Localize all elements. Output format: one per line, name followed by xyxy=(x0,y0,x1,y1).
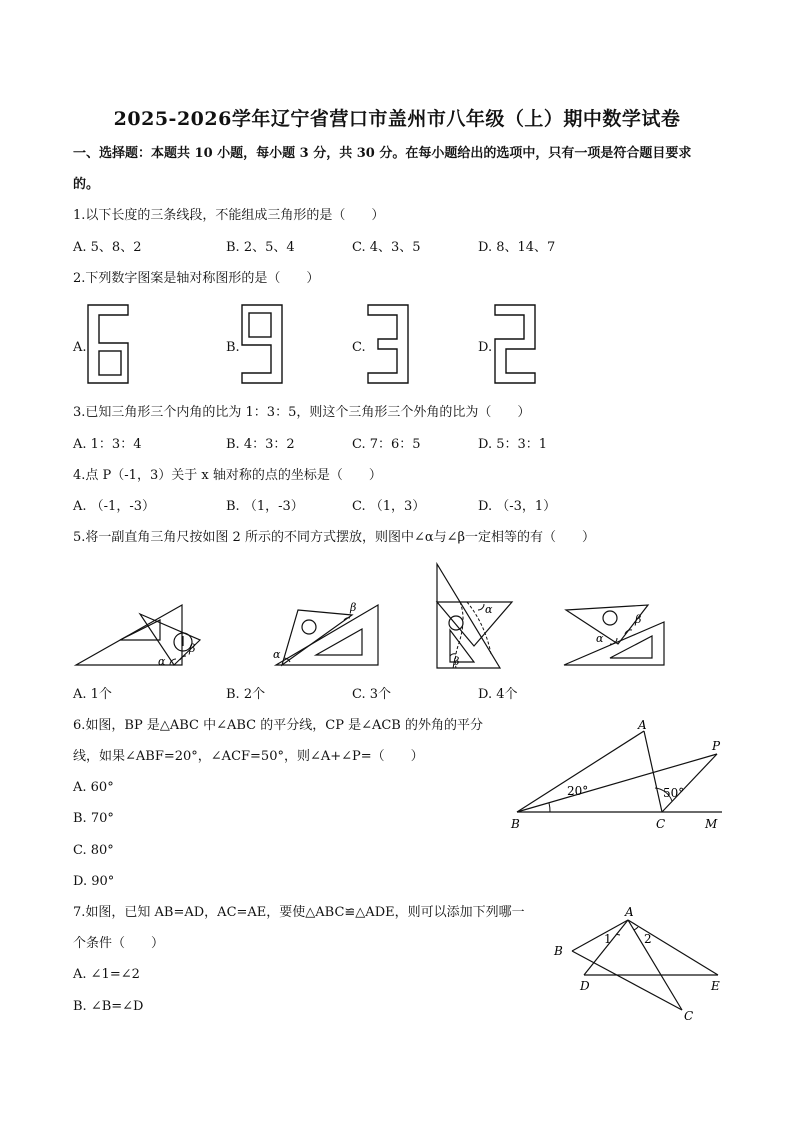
beta-label: β xyxy=(189,642,196,655)
point-b-label: B xyxy=(554,944,563,958)
beta-label: β xyxy=(453,655,460,668)
q5-option-c[interactable]: C. 3个 xyxy=(352,687,392,702)
q7-stem-line1: 7.如图，已知 AB=AD，AC=AE，要使△ABC≌△ADE，则可以添加下列哪一 xyxy=(73,905,525,920)
set-square-figure-4 xyxy=(560,598,690,670)
q4-option-d[interactable]: D. （-3，1） xyxy=(478,499,557,514)
angle-20-label: 20° xyxy=(567,784,589,798)
q3-option-d[interactable]: D. 5：3：1 xyxy=(478,437,548,452)
beta-label: β xyxy=(635,613,642,626)
digit-9-figure xyxy=(240,303,286,385)
q2-option-b[interactable]: B. xyxy=(226,340,240,355)
point-c-label: C xyxy=(684,1009,694,1023)
alpha-label: α xyxy=(485,603,493,616)
q5-option-a[interactable]: A. 1个 xyxy=(73,687,112,702)
q4-option-b[interactable]: B. （1，-3） xyxy=(226,499,304,514)
section-heading-line1: 一、选择题：本题共 10 小题，每小题 3 分，共 30 分。在每小题给出的选项中，只有一项是符合题目要求 xyxy=(73,146,692,161)
exam-title: 2025-2026学年辽宁省营口市盖州市八年级（上）期中数学试卷 xyxy=(113,108,681,130)
digit-2-figure xyxy=(493,303,539,385)
q2-stem: 2.下列数字图案是轴对称图形的是（ ） xyxy=(73,271,320,286)
set-square-figure-3 xyxy=(430,562,514,670)
q7-stem-line2: 个条件（ ） xyxy=(73,936,165,951)
angle-1-label: 1 xyxy=(604,932,612,946)
q1-option-c[interactable]: C. 4、3、5 xyxy=(352,240,421,255)
q6-stem-line1: 6.如图，BP 是△ABC 中∠ABC 的平分线，CP 是∠ACB 的外角的平分 xyxy=(73,718,483,733)
point-a-label: A xyxy=(638,718,647,732)
digit-6-figure xyxy=(86,303,132,385)
triangle-bisector-figure xyxy=(505,716,733,836)
point-b-label: B xyxy=(511,817,520,831)
set-square-figure-1 xyxy=(72,598,212,670)
q5-option-d[interactable]: D. 4个 xyxy=(478,687,518,702)
q3-stem: 3.已知三角形三个内角的比为 1：3：5，则这个三角形三个外角的比为（ ） xyxy=(73,405,531,420)
q6-option-d[interactable]: D. 90° xyxy=(73,874,115,889)
q1-option-a[interactable]: A. 5、8、2 xyxy=(73,240,142,255)
alpha-label: α xyxy=(273,648,281,661)
point-e-label: E xyxy=(711,979,720,993)
congruent-triangles-figure xyxy=(548,900,732,1026)
q2-option-a[interactable]: A. xyxy=(73,340,87,355)
digit-3-figure xyxy=(366,303,412,385)
q3-option-c[interactable]: C. 7：6：5 xyxy=(352,437,421,452)
q4-stem: 4.点 P（-1，3）关于 x 轴对称的点的坐标是（ ） xyxy=(73,468,382,483)
q4-option-c[interactable]: C. （1，3） xyxy=(352,499,426,514)
q6-option-b[interactable]: B. 70° xyxy=(73,811,114,826)
q6-stem-line2: 线，如果∠ABF=20°，∠ACF=50°，则∠A+∠P=（ ） xyxy=(73,749,424,764)
point-p-label: P xyxy=(712,739,721,753)
q5-stem: 5.将一副直角三角尺按如图 2 所示的不同方式摆放，则图中∠α与∠β一定相等的有（ ） xyxy=(73,530,596,545)
q5-option-b[interactable]: B. 2个 xyxy=(226,687,266,702)
q2-option-d[interactable]: D. xyxy=(478,340,493,355)
point-c-label: C xyxy=(656,817,666,831)
q6-option-c[interactable]: C. 80° xyxy=(73,843,114,858)
q7-option-b[interactable]: B. ∠B=∠D xyxy=(73,999,144,1014)
angle-2-label: 2 xyxy=(644,932,652,946)
angle-50-label: 50° xyxy=(663,786,685,800)
point-m-label: M xyxy=(705,817,718,831)
beta-label: β xyxy=(350,601,357,614)
q3-option-a[interactable]: A. 1：3：4 xyxy=(73,437,142,452)
q4-option-a[interactable]: A. （-1，-3） xyxy=(73,499,155,514)
q3-option-b[interactable]: B. 4：3：2 xyxy=(226,437,295,452)
q1-option-b[interactable]: B. 2、5、4 xyxy=(226,240,295,255)
set-square-figure-2 xyxy=(270,598,382,670)
q1-stem: 1.以下长度的三条线段，不能组成三角形的是（ ） xyxy=(73,208,385,223)
point-a-label: A xyxy=(625,905,634,919)
q1-option-d[interactable]: D. 8、14、7 xyxy=(478,240,556,255)
q7-option-a[interactable]: A. ∠1=∠2 xyxy=(73,967,140,982)
point-d-label: D xyxy=(580,979,590,993)
section-heading-line2: 的。 xyxy=(73,177,100,192)
q6-option-a[interactable]: A. 60° xyxy=(73,780,114,795)
alpha-label: α xyxy=(158,655,166,668)
alpha-label: α xyxy=(596,632,604,645)
q2-option-c[interactable]: C. xyxy=(352,340,366,355)
